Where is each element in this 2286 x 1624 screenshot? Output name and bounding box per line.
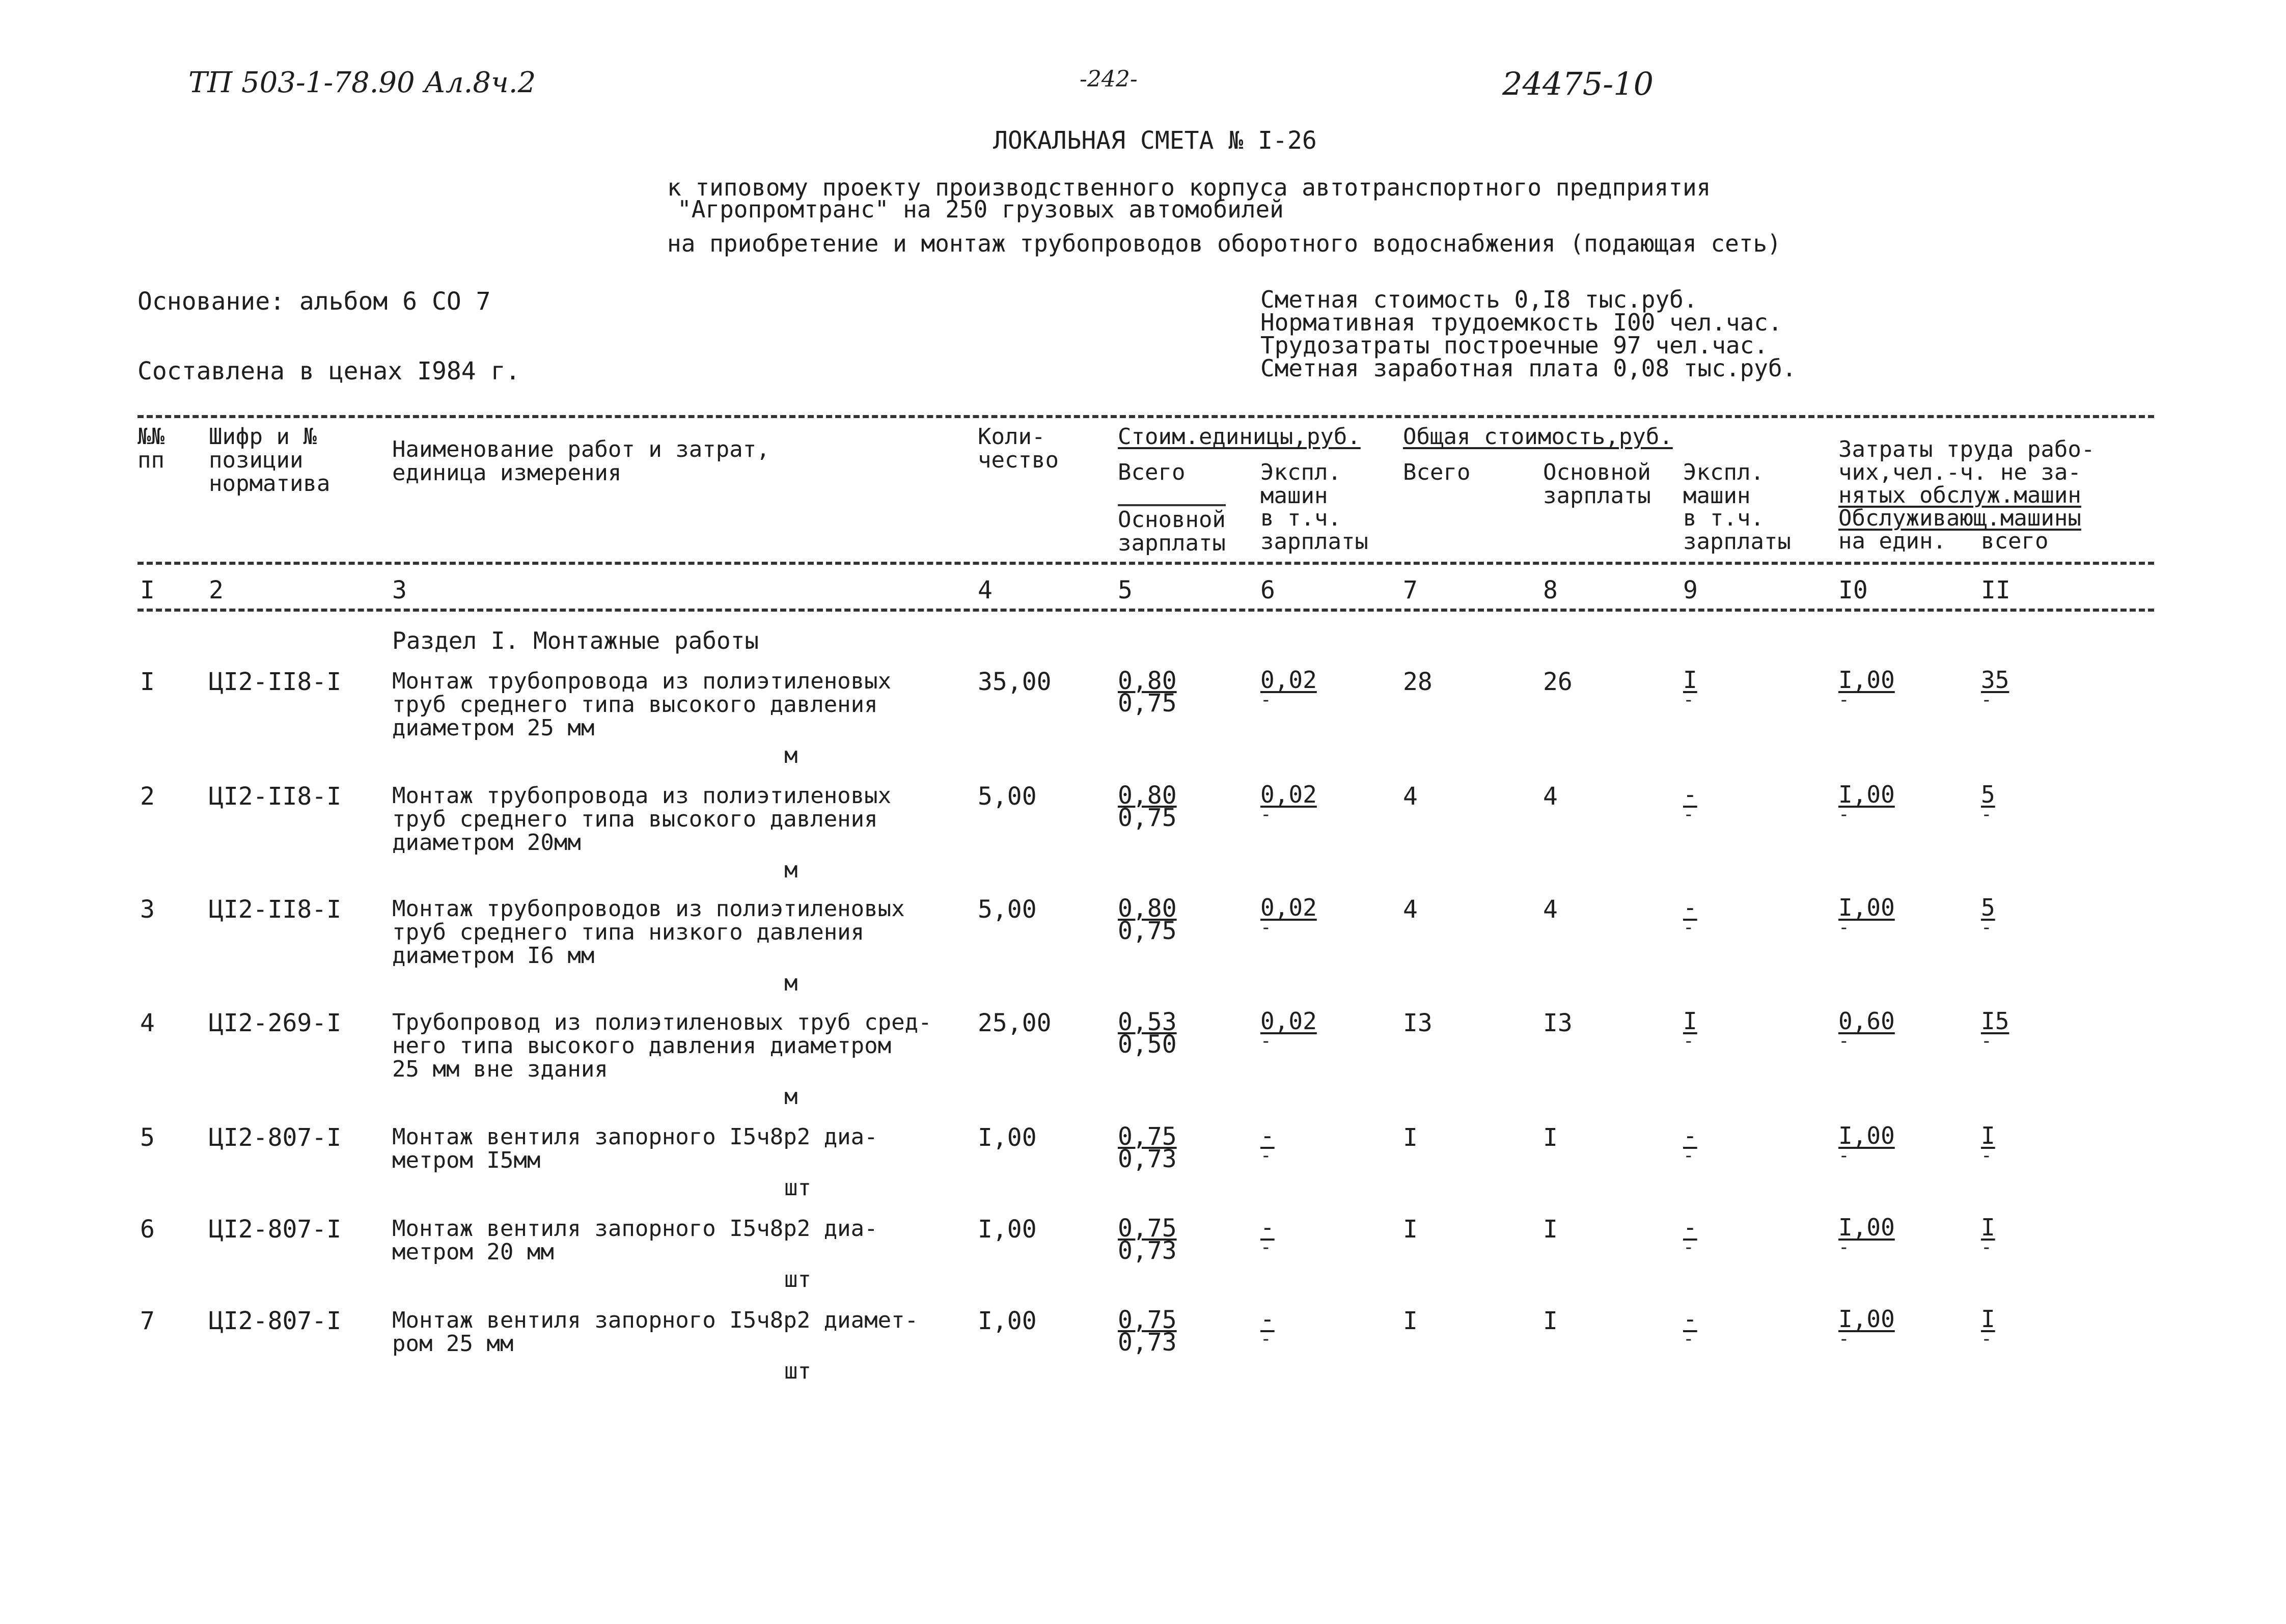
col-group-total-cost: Общая стоимость,руб. [1403,424,1673,450]
total-machine-cost-value: - [1683,1122,1697,1149]
labor-header-2: чих,чел.-ч. не за- [1838,459,2081,485]
unit-cost-total: 0,53 [1118,1008,1177,1036]
total-wage: I [1543,1307,1558,1335]
machine-cost: 0,02 - [1260,1007,1317,1052]
column-number: 6 [1260,576,1275,604]
row-code: ЦI2-807-I [209,1307,342,1335]
labor-total-value: I [1981,1122,1995,1149]
labor-per-unit: I,00 - [1838,1305,1895,1350]
row-quantity: 5,00 [978,895,1037,924]
unit-cost-fraction [1118,667,1177,718]
title-line-3: на приобретение и монтаж трубопроводов оборотного водоснабжения (подающая сеть) [667,230,1781,257]
total-machine-cost-value: - [1683,1214,1697,1241]
row-unit: шт [784,1175,811,1201]
row-code: ЦI2-II8-I [209,782,342,811]
total-cost: I [1403,1123,1418,1152]
total-wage: I [1543,1123,1558,1152]
unit-cost-fraction [1118,894,1177,945]
machine-cost-value: - [1260,1305,1275,1333]
column-number: I0 [1838,576,1868,604]
labor-per-unit: I,00 - [1838,781,1895,825]
col-header-5a: Всего [1118,459,1186,485]
total-machine-cost: - - [1683,1305,1697,1350]
row-code: ЦI2-269-I [209,1009,342,1037]
row-quantity: I,00 [978,1123,1037,1152]
column-number: 5 [1118,576,1133,604]
labor-total: 35 - [1981,666,2009,710]
column-number: 3 [392,576,407,604]
unit-cost-wage: 0,73 [1118,1236,1177,1265]
row-unit: шт [784,1358,811,1384]
labor-total: I - [1981,1122,1995,1166]
row-quantity: 5,00 [978,782,1037,811]
total-machine-cost-value: - [1683,781,1697,808]
row-quantity: 25,00 [978,1009,1052,1037]
column-number: 8 [1543,576,1558,604]
col-header-name: Наименование работ и затрат, единица измерения [392,436,770,486]
machine-cost: 0,02 - [1260,666,1317,710]
row-number: 7 [140,1307,155,1335]
machine-cost-value: - [1260,1122,1275,1149]
labor-total-value: I5 [1981,1007,2009,1035]
machine-cost: 0,02 - [1260,781,1317,825]
standard-labor: Нормативная трудоемкость I00 чел.час. [1260,309,1782,336]
labor-header-4: Обслуживающ.машины [1838,505,2081,531]
column-number: 9 [1683,576,1698,604]
labor-per-unit-value: I,00 [1838,781,1895,808]
basis-text: Основание: альбом 6 СО 7 [137,287,491,316]
unit-cost-wage: 0,73 [1118,1145,1177,1173]
row-name: Монтаж трубопровода из полиэтиленовых труб среднего типа высокого давления диаметром 25 мм [392,668,892,741]
col-header-5b: Основной зарплаты [1118,504,1226,555]
row-quantity: I,00 [978,1307,1037,1335]
row-code: ЦI2-II8-I [209,668,342,696]
labor-total-value: 5 [1981,781,1995,808]
col-header-7: Всего [1403,459,1471,485]
section-title: Раздел I. Монтажные работы [392,627,759,654]
unit-cost-fraction [1118,781,1177,832]
unit-cost-total: 0,80 [1118,781,1177,810]
row-number: I [140,668,155,696]
col-header-9a: Экспл. машин [1683,459,1764,509]
unit-cost-total: 0,75 [1118,1306,1177,1334]
machine-cost: - - [1260,1305,1275,1350]
machine-cost-value: - [1260,1214,1275,1241]
total-machine-cost-value: - [1683,1305,1697,1333]
row-quantity: I,00 [978,1215,1037,1244]
column-number: I [140,576,155,604]
title-line-1: к типовому проекту производственного корпуса автотранспортного предприятия [667,174,1711,201]
document-code: 24475-10 [1502,65,1654,102]
column-number: 7 [1403,576,1418,604]
total-cost: I [1403,1307,1418,1335]
labor-total: I - [1981,1214,1995,1258]
labor-per-unit-value: I,00 [1838,1214,1895,1241]
total-machine-cost-value: I [1683,666,1697,694]
unit-cost-total: 0,80 [1118,894,1177,923]
row-code: ЦI2-II8-I [209,895,342,924]
labor-per-unit-value: I,00 [1838,666,1895,694]
column-number: II [1981,576,2010,604]
unit-cost-wage: 0,75 [1118,917,1177,945]
row-unit: м [784,857,798,883]
total-machine-cost-value: I [1683,1007,1697,1035]
unit-cost-wage: 0,50 [1118,1030,1177,1059]
unit-cost-wage: 0,75 [1118,804,1177,832]
total-machine-cost: - - [1683,781,1697,825]
labor-total: I5 - [1981,1007,2009,1052]
row-code: ЦI2-807-I [209,1123,342,1152]
unit-cost-fraction [1118,1122,1177,1173]
total-cost: I3 [1403,1009,1433,1037]
total-wage: 26 [1543,668,1573,696]
col-header-6b: в т.ч. зарплаты [1260,505,1368,555]
machine-cost-value: 0,02 [1260,894,1317,921]
estimated-cost: Сметная стоимость 0,I8 тыс.руб. [1260,286,1698,313]
column-number: 4 [978,576,993,604]
row-name: Монтаж вентиля запорного I5ч8р2 диамет- ром 25 мм [392,1307,919,1357]
labor-per-unit: I,00 - [1838,1214,1895,1258]
row-number: 2 [140,782,155,811]
row-name: Монтаж трубопровода из полиэтиленовых труб среднего типа высокого давления диаметром 20мм [392,783,892,856]
total-wage: I [1543,1215,1558,1244]
labor-total: I - [1981,1305,1995,1350]
total-cost: 4 [1403,782,1418,811]
header-bottom-rule [137,562,2154,565]
labor-total-value: 5 [1981,894,1995,921]
row-code: ЦI2-807-I [209,1215,342,1244]
page-number: -242- [1080,66,1138,92]
labor-per-unit-value: 0,60 [1838,1007,1895,1035]
total-wage: I3 [1543,1009,1573,1037]
unit-cost-fraction [1118,1214,1177,1265]
total-machine-cost-value: - [1683,894,1697,921]
machine-cost-value: 0,02 [1260,1007,1317,1035]
total-machine-cost: - - [1683,1122,1697,1166]
row-name: Трубопровод из полиэтиленовых труб сред- него типа высокого давления диаметром 25 мм вне здания [392,1009,932,1082]
unit-cost-total: 0,80 [1118,667,1177,695]
row-unit: шт [784,1267,811,1292]
album-code: ТП 503-1-78.90 Ал.8ч.2 [188,66,536,99]
row-quantity: 35,00 [978,668,1052,696]
row-unit: м [784,1084,798,1110]
labor-header-3: нятых обслуж.машин [1838,482,2081,508]
row-number: 6 [140,1215,155,1244]
col-header-11: всего [1981,528,2049,554]
labor-per-unit: 0,60 - [1838,1007,1895,1052]
row-number: 3 [140,895,155,924]
labor-total: 5 - [1981,781,1995,825]
machine-cost: - - [1260,1122,1275,1166]
unit-cost-fraction [1118,1008,1177,1059]
row-unit: м [784,742,798,768]
page-title: ЛОКАЛЬНАЯ СМЕТА № I-26 [993,126,1317,155]
labor-per-unit-value: I,00 [1838,894,1895,921]
prices-text: Составлена в ценах I984 г. [137,357,520,386]
col-header-9b: в т.ч. зарплаты [1683,505,1791,555]
total-machine-cost: - - [1683,1214,1697,1258]
col-header-10: на един. [1838,528,1946,554]
total-machine-cost: I - [1683,666,1697,710]
table-top-rule [137,415,2154,418]
total-cost: 4 [1403,895,1418,924]
labor-total-value: 35 [1981,666,2009,694]
machine-cost-value: 0,02 [1260,666,1317,694]
col-header-8: Основной зарплаты [1543,459,1651,509]
col-group-unit-cost: Стоим.единицы,руб. [1118,424,1361,450]
machine-cost: - - [1260,1214,1275,1258]
labor-header-1: Затраты труда рабо- [1838,436,2095,462]
row-name: Монтаж вентиля запорного I5ч8р2 диа- метром I5мм [392,1124,878,1173]
unit-cost-total: 0,75 [1118,1214,1177,1243]
labor-per-unit: I,00 - [1838,1122,1895,1166]
labor-total-value: I [1981,1305,1995,1333]
labor-total-value: I [1981,1214,1995,1241]
total-machine-cost: I - [1683,1007,1697,1052]
site-labor: Трудозатраты построечные 97 чел.час. [1260,332,1768,359]
row-unit: м [784,970,798,996]
labor-per-unit-value: I,00 [1838,1305,1895,1333]
row-name: Монтаж вентиля запорного I5ч8р2 диа- метром 20 мм [392,1216,878,1265]
title-line-2: "Агропромтранс" на 250 грузовых автомобилей [677,196,1284,223]
labor-per-unit: I,00 - [1838,894,1895,938]
row-number: 4 [140,1009,155,1037]
labor-per-unit-value: I,00 [1838,1122,1895,1149]
row-name: Монтаж трубопроводов из полиэтиленовых труб среднего типа низкого давления диаметром I6 мм [392,896,905,969]
labor-total: 5 - [1981,894,1995,938]
unit-cost-wage: 0,75 [1118,689,1177,718]
estimated-wage: Сметная заработная плата 0,08 тыс.руб. [1260,354,1797,382]
col-header-qty: Коли- чество [978,424,1059,473]
total-cost: 28 [1403,668,1433,696]
unit-cost-wage: 0,73 [1118,1328,1177,1357]
labor-per-unit: I,00 - [1838,666,1895,710]
total-cost: I [1403,1215,1418,1244]
unit-cost-fraction [1118,1306,1177,1357]
row-number: 5 [140,1123,155,1152]
total-wage: 4 [1543,782,1558,811]
machine-cost-value: 0,02 [1260,781,1317,808]
total-wage: 4 [1543,895,1558,924]
unit-cost-total: 0,75 [1118,1122,1177,1151]
col-header-6a: Экспл. машин [1260,459,1341,509]
col-numbers-rule [137,609,2154,612]
machine-cost: 0,02 - [1260,894,1317,938]
column-number: 2 [209,576,224,604]
total-machine-cost: - - [1683,894,1697,938]
col-header-code: Шифр и № позиции норматива [209,424,330,497]
col-header-num: №№ пп [137,424,164,473]
